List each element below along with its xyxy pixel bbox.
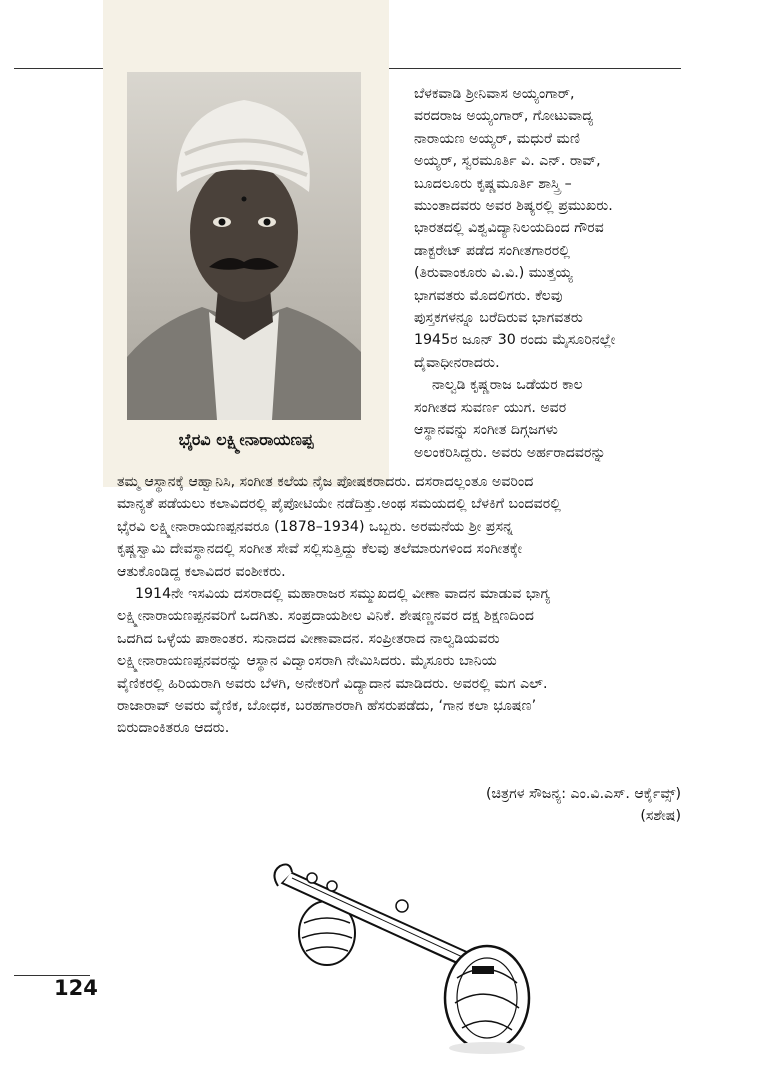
text-line: (ತಿರುವಾಂಕೂರು ವಿ.ವಿ.) ಮುತ್ತಯ್ಯ — [414, 265, 573, 282]
text-line: ಭಾರತದಲ್ಲಿ ವಿಶ್ವವಿದ್ಯಾನಿಲಯದಿಂದ ಗೌರವ — [414, 220, 604, 237]
text-line: ಆತುಕೊಂಡಿದ್ದ ಕಲಾವಿದರ ವಂಶೀಕರು. — [117, 563, 286, 580]
photo-caption: ಭೈರವಿ ಲಕ್ಷ್ಮೀನಾರಾಯಣಪ್ಪ — [178, 430, 314, 449]
portrait-photo — [127, 72, 361, 420]
text-line: ಬೆಳಕವಾಡಿ ಶ್ರೀನಿವಾಸ ಅಯ್ಯಂಗಾರ್, — [414, 86, 575, 102]
article-full-text — [117, 471, 687, 740]
text-line: ನಾರಾಯಣ ಅಯ್ಯರ್, ಮಧುರೆ ಮಣಿ — [414, 130, 581, 147]
text-line: ಆಸ್ಥಾನವನ್ನು ಸಂಗೀತ ದಿಗ್ಗಜಗಳು — [414, 422, 558, 439]
text-line: ಮಾನ್ಯತೆ ಪಡೆಯಲು ಕಲಾವಿದರಲ್ಲಿ ಪೈಪೋಟಿಯೇ ನಡೆದಿತ್ತು.ಅಂಥ ಸಮಯದಲ್ಲಿ ಬೆಳಕಿಗೆ ಬಂದವರಲ್ಲಿ — [117, 496, 561, 513]
text-line: ಕೃಷ್ಣಸ್ವಾಮಿ ದೇವಸ್ಥಾನದಲ್ಲಿ ಸಂಗೀತ ಸೇವೆ ಸಲ್ಲಿಸುತ್ತಿದ್ದು ಕೆಲವು ತಲೆಮಾರುಗಳಿಂದ ಸಂಗೀತಕ್ಕೇ — [117, 541, 523, 558]
text-line: ವೈಣಿಕರಲ್ಲಿ ಹಿರಿಯರಾಗಿ ಅವರು ಬೆಳಗಿ, ಅನೇಕರಿಗೆ ವಿದ್ಯಾದಾನ ಮಾಡಿದರು. ಅವರಲ್ಲಿ ಮಗ ಎಲ್. — [117, 675, 548, 692]
text-line: 1945ರ ಜೂನ್ 30 ರಂದು ಮೈಸೂರಿನಲ್ಲೇ — [414, 332, 616, 349]
veena-illustration — [272, 858, 532, 1058]
text-line: ಬೂದಲೂರು ಕೃಷ್ಣಮೂರ್ತಿ ಶಾಸ್ತ್ರಿ – — [414, 175, 572, 192]
page-number: 124 — [54, 976, 98, 1000]
author-note: (ಸಶೇಷ) — [640, 808, 681, 824]
text-line: ಡಾಕ್ಟರೇಟ್ ಪಡೆದ ಸಂಗೀತಗಾರರಲ್ಲಿ — [414, 242, 570, 259]
portrait-illustration — [127, 72, 361, 420]
text-line: ಬಿರುದಾಂಕಿತರೂ ಆದರು. — [117, 720, 230, 737]
text-line: ಅಲಂಕರಿಸಿದ್ದರು. ಅವರು ಅರ್ಹರಾದವರನ್ನು — [414, 444, 606, 461]
text-line: ದೈವಾಧೀನರಾದರು. — [414, 354, 500, 371]
text-line: ಒದಗಿದ ಒಳ್ಳೆಯ ಪಾಠಾಂತರ. ಸುನಾದದ ವೀಣಾವಾದನ. ಸಂಪ್ರೀತರಾದ ನಾಲ್ವಡಿಯವರು — [117, 630, 500, 647]
text-line: ನಾಲ್ವಡಿ ಕೃಷ್ಣರಾಜ ಒಡೆಯರ ಕಾಲ — [432, 377, 583, 394]
text-line: ಅಯ್ಯರ್, ಸ್ವರಮೂರ್ತಿ ವಿ. ಎನ್. ರಾವ್, — [414, 153, 601, 170]
text-line: ವರದರಾಜ ಅಯ್ಯಂಗಾರ್, ಗೋಟುವಾದ್ಯ — [414, 108, 594, 125]
text-line: 1914ನೇ ಇಸವಿಯ ದಸರಾದಲ್ಲಿ ಮಹಾರಾಜರ ಸಮ್ಮುಖದಲ್ಲಿ ವೀಣಾ ವಾದನ ಮಾಡುವ ಭಾಗ್ಯ — [135, 586, 551, 603]
text-line: ಭಾಗವತರು ಮೊದಲಿಗರು. ಕೆಲವು — [414, 287, 563, 304]
text-line: ಮುಂತಾದವರು ಅವರ ಶಿಷ್ಯರಲ್ಲಿ ಪ್ರಮುಖರು. — [414, 198, 613, 215]
article-column-text — [414, 83, 684, 464]
text-line: ಲಕ್ಷ್ಮೀನಾರಾಯಣಪ್ಪನವರಿಗೆ ಒದಗಿತು. ಸಂಪ್ರದಾಯಶೀಲ ವಿನಿಕೆ. ಶೇಷಣ್ಣನವರ ದಕ್ಷ ಶಿಕ್ಷಣದಿಂದ — [117, 608, 535, 625]
text-line: ಸಂಗೀತದ ಸುವರ್ಣ ಯುಗ. ಅವರ — [414, 399, 567, 416]
image-credit-block — [486, 783, 681, 827]
text-line: ರಾಜಾರಾವ್ ಅವರು ವೈಣಿಕ, ಬೋಧಕ, ಬರಹಗಾರರಾಗಿ ಹೆಸರುಪಡೆದು, ‘ಗಾನ ಕಲಾ ಭೂಷಣ’ — [117, 698, 537, 715]
text-line: ತಮ್ಮ ಆಸ್ಥಾನಕ್ಕೆ ಆಹ್ವಾನಿಸಿ, ಸಂಗೀತ ಕಲೆಯ ನೈಜ ಪೋಷಕರಾದರು. ದಸರಾದಲ್ಲಂತೂ ಅವರಿಂದ — [117, 474, 534, 490]
image-credit: (ಚಿತ್ರಗಳ ಸೌಜನ್ಯ: ಎಂ.ವಿ.ಎಸ್. ಆರ್ಕೈವ್ಸ್) — [485, 786, 681, 802]
text-line: ಲಕ್ಷ್ಮೀನಾರಾಯಣಪ್ಪನವರನ್ನು ಆಸ್ಥಾನ ವಿದ್ವಾಂಸರಾಗಿ ನೇಮಿಸಿದರು. ಮೈಸೂರು ಬಾನಿಯ — [117, 653, 497, 670]
text-line: ಭೈರವಿ ಲಕ್ಷ್ಮೀನಾರಾಯಣಪ್ಪನವರೂ (1878–1934) ಒಬ್ಬರು. ಅರಮನೆಯ ಶ್ರೀ ಪ್ರಸನ್ನ — [117, 518, 513, 535]
text-line: ಪುಸ್ತಕಗಳನ್ನೂ ಬರೆದಿರುವ ಭಾಗವತರು — [414, 310, 583, 327]
